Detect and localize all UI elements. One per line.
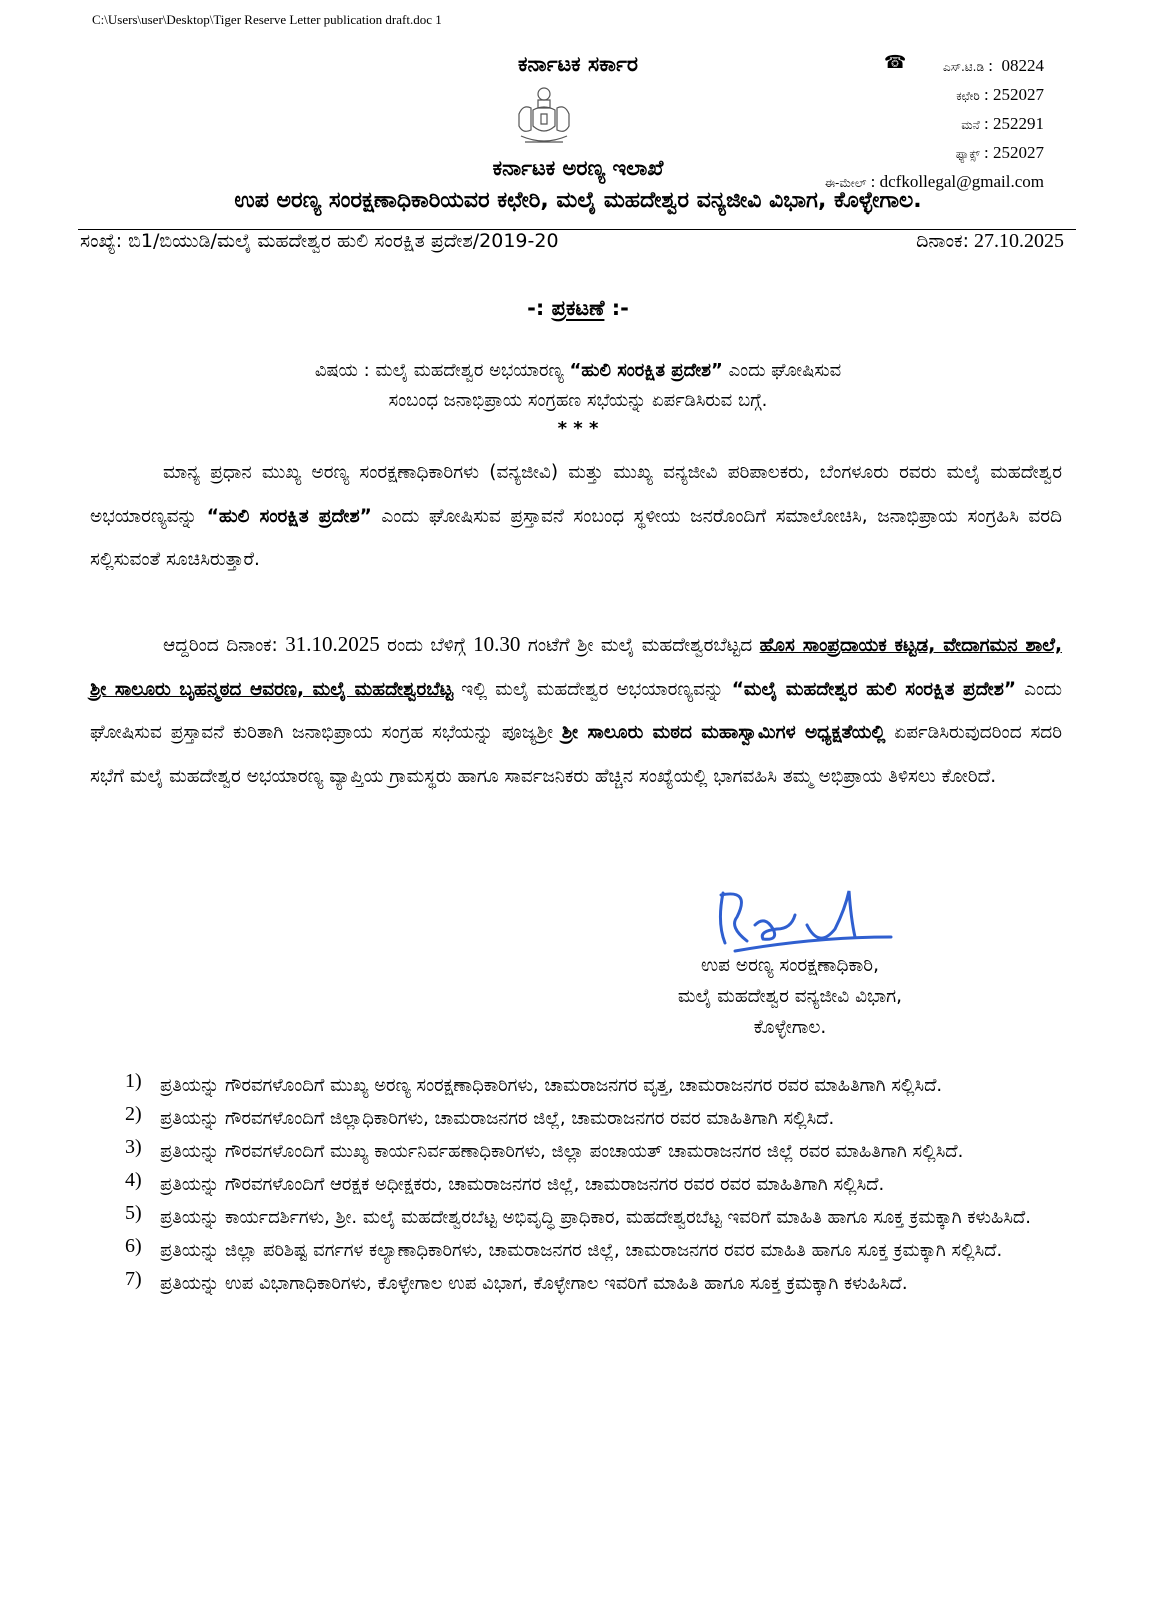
telephone-icon: ☎	[884, 52, 907, 73]
office-heading: ಉಪ ಅರಣ್ಯ ಸಂರಕ್ಷಣಾಧಿಕಾರಿಯವರ ಕಛೇರಿ, ಮಲೈ ಮಹದೇಶ್ವರ ವನ್ಯಜೀವಿ ವಿಭಾಗ, ಕೊಳ್ಳೇಗಾಲ.	[234, 188, 922, 213]
signoff-block: ಉಪ ಅರಣ್ಯ ಸಂರಕ್ಷಣಾಧಿಕಾರಿ, ಮಲೈ ಮಹದೇಶ್ವರ ವನ್ಯಜೀವಿ ವಿಭಾಗ, ಕೊಳ್ಳೇಗಾಲ.	[677, 955, 903, 1038]
list-item: 2) ಪ್ರತಿಯನ್ನು ಗೌರವಗಳೊಂದಿಗೆ ಜಿಲ್ಲಾಧಿಕಾರಿಗಳು, ಚಾಮರಾಜನಗರ ಜಿಲ್ಲೆ, ಚಾಮರಾಜನಗರ ರವರ ಮಾಹಿತಿಗಾಗಿ ಸಲ್ಲಿಸಿದೆ.	[125, 1103, 835, 1129]
letter-date: ದಿನಾಂಕ: 27.10.2025	[916, 230, 1064, 252]
paragraph-1: ಮಾನ್ಯ ಪ್ರಧಾನ ಮುಖ್ಯ ಅರಣ್ಯ ಸಂರಕ್ಷಣಾಧಿಕಾರಿಗಳು (ವನ್ಯಜೀವಿ) ಮತ್ತು ಮುಖ್ಯ ವನ್ಯಜೀವಿ ಪರಿಪಾಲಕರು, ಬೆಂಗಳೂರು ರವರು ಮಲೈ ಮಹದೇಶ್ವರ ಅಭಯಾರಣ್ಯವನ್ನು “ಹುಲಿ ಸಂರಕ್ಷಿತ ಪ್ರದೇಶ” ಎಂದು ಘೋಷಿಸುವ ಪ್ರಸ್ತಾವನೆ ಸಂಬಂಧ ಸ್ಥಳೀಯ ಜನರೊಂದಿಗೆ ಸಮಾಲೋಚಿಸಿ, ಜನಾಭಿಪ್ರಾಯ ಸಂಗ್ರಹಿಸಿ ವರದಿ ಸಲ್ಲಿಸುವಂತೆ ಸೂಚಿಸಿರುತ್ತಾರೆ.	[90, 462, 1062, 570]
meeting-venue: ಹೊಸ ಸಾಂಪ್ರದಾಯಕ ಕಟ್ಟಡ, ವೇದಾಗಮನ ಶಾಲೆ, ಶ್ರೀ ಸಾಲೂರು ಬೃಹನ್ಮಠದ ಆವರಣ, ಮಲೈ ಮಹದೇಶ್ವರಬೆಟ್ಟ	[90, 635, 1062, 700]
contact-std: ಎಸ್.ಟಿ.ಡಿ : 08224	[943, 56, 1044, 75]
list-item: 7) ಪ್ರತಿಯನ್ನು ಉಪ ವಿಭಾಗಾಧಿಕಾರಿಗಳು, ಕೊಳ್ಳೇಗಾಲ ಉಪ ವಿಭಾಗ, ಕೊಳ್ಳೇಗಾಲ ಇವರಿಗೆ ಮಾಹಿತಿ ಹಾಗೂ ಸೂಕ್ತ ಕ್ರಮಕ್ಕಾಗಿ ಕಳುಹಿಸಿದೆ.	[125, 1268, 908, 1294]
subject: ವಿಷಯ : ಮಲೈ ಮಹದೇಶ್ವರ ಅಭಯಾರಣ್ಯ “ಹುಲಿ ಸಂರಕ್ಷಿತ ಪ್ರದೇಶ” ಎಂದು ಘೋಷಿಸುವ ಸಂಬಂಧ ಜನಾಭಿಪ್ರಾಯ ಸಂಗ್ರಹಣ ಸಭೆಯನ್ನು ಏರ್ಪಡಿಸಿರುವ ಬಗ್ಗೆ.	[314, 360, 842, 411]
separator: * * *	[557, 418, 599, 439]
contact-fax: ಫ್ಯಾಕ್ಸ್ : 252027	[955, 143, 1044, 162]
list-item: 5) ಪ್ರತಿಯನ್ನು ಕಾರ್ಯದರ್ಶಿಗಳು, ಶ್ರೀ. ಮಲೈ ಮಹದೇಶ್ವರಬೆಟ್ಟ ಅಭಿವೃದ್ಧಿ ಪ್ರಾಧಿಕಾರ, ಮಹದೇಶ್ವರಬೆಟ್ಟ ಇವರಿಗೆ ಮಾಹಿತಿ ಹಾಗೂ ಸೂಕ್ತ ಕ್ರಮಕ್ಕಾಗಿ ಕಳುಹಿಸಿದೆ.	[125, 1202, 1031, 1228]
list-item: 4) ಪ್ರತಿಯನ್ನು ಗೌರವಗಳೊಂದಿಗೆ ಆರಕ್ಷಕ ಅಧೀಕ್ಷಕರು, ಚಾಮರಾಜನಗರ ಜಿಲ್ಲೆ, ಚಾಮರಾಜನಗರ ರವರ ರವರ ಮಾಹಿತಿಗಾಗಿ ಸಲ್ಲಿಸಿದೆ.	[125, 1169, 885, 1195]
file-path-header: C:\Users\user\Desktop\Tiger Reserve Letter publication draft.doc 1	[92, 12, 442, 27]
government-heading: ಕರ್ನಾಟಕ ಸರ್ಕಾರ	[518, 52, 638, 76]
contact-details	[825, 52, 1044, 197]
department-heading: ಕರ್ನಾಟಕ ಅರಣ್ಯ ಇಲಾಖೆ	[492, 156, 664, 180]
list-item: 1) ಪ್ರತಿಯನ್ನು ಗೌರವಗಳೊಂದಿಗೆ ಮುಖ್ಯ ಅರಣ್ಯ ಸಂರಕ್ಷಣಾಧಿಕಾರಿಗಳು, ಚಾಮರಾಜನಗರ ವೃತ್ತ, ಚಾಮರಾಜನಗರ ರವರ ಮಾಹಿತಿಗಾಗಿ ಸಲ್ಲಿಸಿದೆ.	[125, 1070, 943, 1096]
contact-email: ಈ-ಮೇಲ್ : dcfkollegal@gmail.com	[824, 172, 1044, 191]
contact-office: ಕಛೇರಿ : 252027	[956, 85, 1044, 104]
state-emblem-icon	[511, 84, 577, 148]
list-item: 3) ಪ್ರತಿಯನ್ನು ಗೌರವಗಳೊಂದಿಗೆ ಮುಖ್ಯ ಕಾರ್ಯನಿರ್ವಹಣಾಧಿಕಾರಿಗಳು, ಜಿಲ್ಲಾ ಪಂಚಾಯತ್ ಚಾಮರಾಜನಗರ ಜಿಲ್ಲೆ ರವರ ಮಾಹಿತಿಗಾಗಿ ಸಲ್ಲಿಸಿದೆ.	[125, 1136, 964, 1162]
contact-home: ಮನೆ : 252291	[961, 114, 1044, 133]
copy-to-list	[125, 1070, 1063, 1301]
paragraph-2: ಆದ್ದರಿಂದ ದಿನಾಂಕ: 31.10.2025 ರಂದು ಬೆಳಿಗ್ಗೆ 10.30 ಗಂಟೆಗೆ ಶ್ರೀ ಮಲೈ ಮಹದೇಶ್ವರಬೆಟ್ಟದ ಹೊಸ ಸಾಂಪ್ರದಾಯಕ ಕಟ್ಟಡ, ವೇದಾಗಮನ ಶಾಲೆ, ಶ್ರೀ ಸಾಲೂರು ಬೃಹನ್ಮಠದ ಆವರಣ, ಮಲೈ ಮಹದೇಶ್ವರಬೆಟ್ಟ ಇಲ್ಲಿ ಮಲೈ ಮಹದೇಶ್ವರ ಅಭಯಾರಣ್ಯವನ್ನು “ಮಲೈ ಮಹದೇಶ್ವರ ಹುಲಿ ಸಂರಕ್ಷಿತ ಪ್ರದೇಶ” ಎಂದು ಘೋಷಿಸುವ ಪ್ರಸ್ತಾವನೆ ಕುರಿತಾಗಿ ಜನಾಭಿಪ್ರಾಯ ಸಂಗ್ರಹ ಸಭೆಯನ್ನು ಪೂಜ್ಯಶ್ರೀ ಶ್ರೀ ಸಾಲೂರು ಮಠದ ಮಹಾಸ್ವಾಮಿಗಳ ಅಧ್ಯಕ್ಷತೆಯಲ್ಲಿ ಏರ್ಪಡಿಸಿರುವುದರಿಂದ ಸದರಿ ಸಭೆಗೆ ಮಲೈ ಮಹದೇಶ್ವರ ಅಭಯಾರಣ್ಯ ವ್ಯಾಪ್ತಿಯ ಗ್ರಾಮಸ್ಥರು ಹಾಗೂ ಸಾರ್ವಜನಿಕರು ಹೆಚ್ಚಿನ ಸಂಖ್ಯೆಯಲ್ಲಿ ಭಾಗವಹಿಸಿ ತಮ್ಮ ಅಭಿಪ್ರಾಯ ತಿಳಿಸಲು ಕೋರಿದೆ.	[90, 632, 1062, 787]
notice-title: -: ಪ್ರಕಟಣೆ :-	[527, 296, 629, 320]
list-item: 6) ಪ್ರತಿಯನ್ನು ಜಿಲ್ಲಾ ಪರಿಶಿಷ್ಟ ವರ್ಗಗಳ ಕಲ್ಯಾಣಾಧಿಕಾರಿಗಳು, ಚಾಮರಾಜನಗರ ಜಿಲ್ಲೆ, ಚಾಮರಾಜನಗರ ರವರ ಮಾಹಿತಿ ಹಾಗೂ ಸೂಕ್ತ ಕ್ರಮಕ್ಕಾಗಿ ಸಲ್ಲಿಸಿದೆ.	[125, 1235, 1003, 1261]
reference-number: ಸಂಖ್ಯೆ: ಬಿ1/ಬಿಯುಡಿ/ಮಲೈ ಮಹದೇಶ್ವರ ಹುಲಿ ಸಂರಕ್ಷಿತ ಪ್ರದೇಶ/2019-20	[80, 230, 559, 252]
